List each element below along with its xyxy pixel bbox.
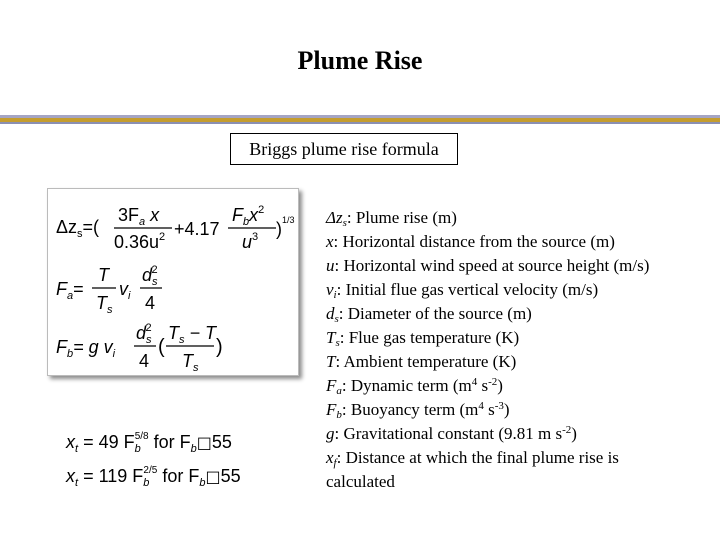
definition-item: $T_s$: Flue gas temperature (K) bbox=[326, 328, 520, 349]
formula-panel bbox=[47, 188, 299, 376]
formula-fb-paren-open: ( bbox=[158, 336, 165, 358]
definition-item: $\Delta z_s$: Plume rise (m) bbox=[326, 208, 457, 229]
formula-fa-den2: 4 bbox=[145, 293, 156, 313]
definition-item: $d_s$: Diameter of the source (m) bbox=[326, 304, 532, 325]
definitions-list bbox=[326, 206, 716, 494]
xt-equation-1: $x_t = 49$ $F_b5/8$ for $F_b□55$ bbox=[66, 431, 232, 455]
definition-item: x: Horizontal distance from the source (m) bbox=[326, 232, 615, 251]
formula-fa-v: $v_i$ bbox=[119, 279, 131, 302]
definition-item: $v_i$: Initial flue gas vertical velocity (m/s) bbox=[326, 280, 599, 301]
definition-item: T: Ambient temperature (K) bbox=[326, 352, 517, 371]
formula-fb: $F_b= g$ $v_i$ bbox=[56, 337, 116, 360]
title-divider-lower bbox=[0, 122, 720, 124]
page-title: Plume Rise bbox=[297, 46, 423, 75]
formula-fb-num: $d_s2$ bbox=[136, 322, 152, 346]
formula-num2: $F_bx^2$ bbox=[232, 204, 265, 228]
formula-fb-den: 4 bbox=[139, 351, 150, 371]
briggs-formulas-image bbox=[48, 189, 298, 375]
formula-fa: $F_a=$ bbox=[56, 279, 84, 302]
formula-plus: +4.17 bbox=[174, 219, 220, 239]
xt-equations-image bbox=[60, 424, 300, 494]
formula-fb-num2: $T_s - T$ bbox=[168, 323, 217, 346]
xt-equation-2: $x_t = 119$ $F_b2/5$ for $F_b□55$ bbox=[66, 465, 241, 489]
formula-delta-z: $\Delta z_s=$( bbox=[56, 217, 100, 240]
formula-close: )$^{1/3}$ bbox=[276, 215, 295, 239]
formula-fb-paren-close: ) bbox=[216, 336, 223, 358]
definition-item: $x_f$: Distance at which the final plume rise is calculated bbox=[326, 448, 619, 491]
definition-item: $F_a$: Dynamic term ($m^4$ $s^{-2}$) bbox=[326, 376, 503, 397]
definition-item: $F_b$: Buoyancy term ($m^4$ $s^{-3}$) bbox=[326, 400, 510, 421]
formula-num1: $3F_a$ x bbox=[118, 205, 160, 228]
formula-den2: $u^3$ bbox=[242, 231, 259, 252]
formula-fb-den2: $T_s$ bbox=[182, 351, 199, 374]
formula-fa-num: T bbox=[98, 265, 109, 285]
formula-den1: $0.36u^2$ bbox=[114, 231, 166, 252]
formula-fa-den: $T_s$ bbox=[96, 293, 113, 316]
formula-fa-num2: $d_s2$ bbox=[142, 264, 158, 288]
definition-item: u: Horizontal wind speed at source height (m/s) bbox=[326, 256, 650, 275]
definition-item: g: Gravitational constant (9.81 m $s^{-2}$) bbox=[326, 424, 577, 443]
subtitle-box: Briggs plume rise formula bbox=[230, 133, 458, 165]
xt-equations bbox=[60, 424, 300, 494]
